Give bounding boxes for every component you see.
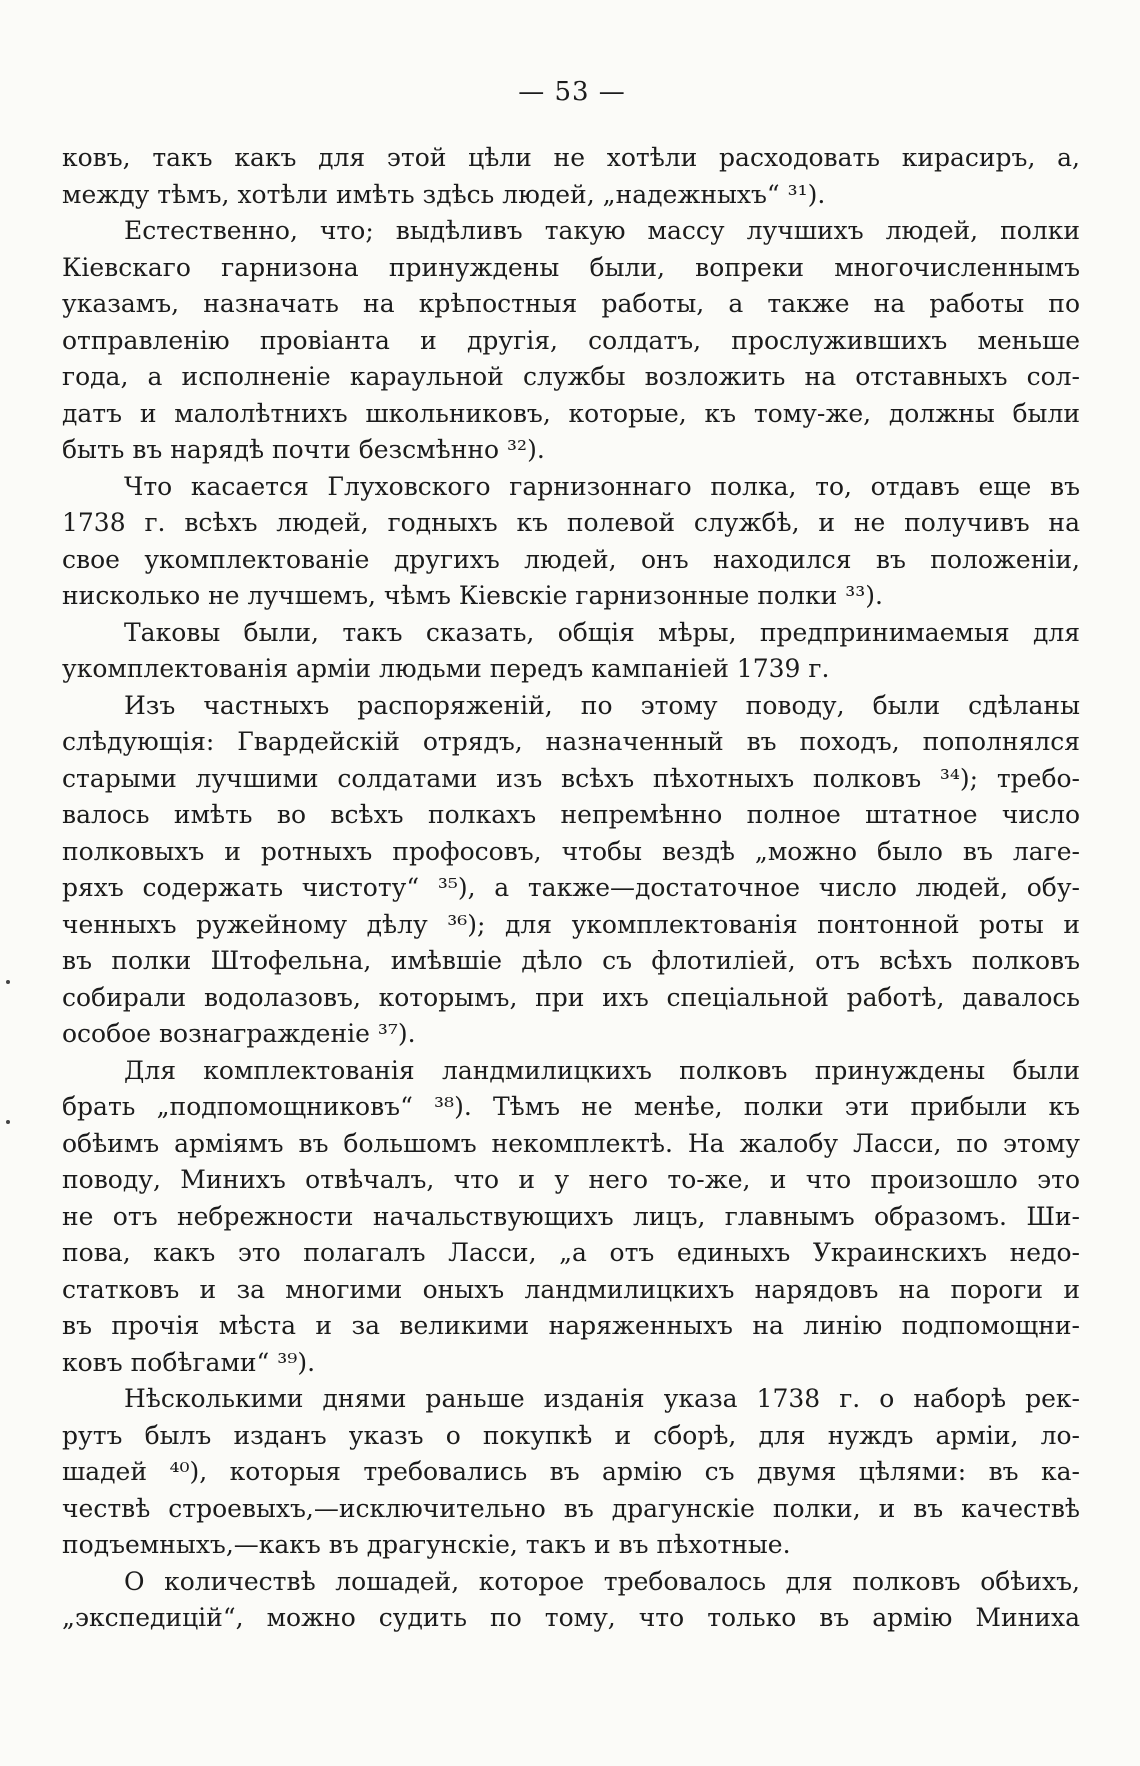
text-line: О количествѣ лошадей, которое требовалось для полковъ обѣихъ, <box>124 1566 1080 1596</box>
text-line: Таковы были, такъ сказать, общія мѣры, предпринимаемыя для <box>124 617 1080 647</box>
text-line: поводу, Минихъ отвѣчалъ, что и у него то-же, и что произошло это <box>62 1165 1080 1194</box>
text-line: брать „подпомощниковъ“ ³⁸). Тѣмъ не менѣе, полки эти прибыли къ <box>62 1092 1080 1121</box>
text-line: особое вознагражденіе ³⁷). <box>62 1019 416 1048</box>
text-line: ковъ побѣгами“ ³⁹). <box>62 1347 316 1377</box>
text-line: подъемныхъ,—какъ въ драгунскіе, такъ и въ пѣхотные. <box>62 1530 791 1559</box>
text-line: слѣдующія: Гвардейскій отрядъ, назначенный въ походъ, пополнялся <box>62 727 1080 756</box>
text-line: Естественно, что; выдѣливъ такую массу лучшихъ людей, полки <box>124 216 1080 245</box>
text-line: между тѣмъ, хотѣли имѣть здѣсь людей, „надежныхъ“ ³¹). <box>62 179 826 209</box>
text-line: валось имѣть во всѣхъ полкахъ непремѣнно полное штатное число <box>62 800 1080 829</box>
text-line: Кіевскаго гарнизона принуждены были, вопреки многочисленнымъ <box>62 252 1080 282</box>
text-line: ченныхъ ружейному дѣлу ³⁶); для укомплектованія понтонной роты и <box>62 909 1080 939</box>
text-line: отправленію провіанта и другія, солдатъ, прослужившихъ меньше <box>62 325 1080 355</box>
text-line: года, а исполненіе караульной службы возложить на отставныхъ сол- <box>62 362 1080 391</box>
text-line: нисколько не лучшемъ, чѣмъ Кіевскіе гарнизонные полки ³³). <box>62 581 883 610</box>
text-line: датъ и малолѣтнихъ школьниковъ, которые, къ тому-же, должны были <box>62 398 1080 428</box>
text-line: свое укомплектованіе другихъ людей, онъ находился въ положеніи, <box>62 544 1080 574</box>
text-line: статковъ и за многими оныхъ ландмилицкихъ нарядовъ на пороги и <box>62 1274 1080 1304</box>
text-line: ряхъ содержать чистоту“ ³⁵), а также—достаточное число людей, обу- <box>62 873 1080 902</box>
text-line: Что касается Глуховского гарнизоннаго полка, то, отдавъ еще въ <box>124 471 1080 501</box>
text-line: чествѣ строевыхъ,—исключительно въ драгунскіе полки, и въ качествѣ <box>62 1493 1080 1523</box>
text-line: Изъ частныхъ распоряженій, по этому поводу, были сдѣланы <box>124 690 1080 720</box>
text-line: укомплектованія арміи людьми передъ кампаніей 1739 г. <box>62 654 830 683</box>
text-line: пова, какъ это полагалъ Ласси, „а отъ единыхъ Украинскихъ недо- <box>62 1238 1080 1267</box>
text-line: быть въ нарядѣ почти безсмѣнно ³²). <box>62 435 545 464</box>
body-text <box>62 140 1080 1637</box>
text-line: рутъ былъ изданъ указъ о покупкѣ и сборѣ, для нуждъ арміи, ло- <box>62 1420 1080 1450</box>
text-line: ковъ, такъ какъ для этой цѣли не хотѣли расходовать кирасиръ, а, <box>62 143 1080 172</box>
page-number: — 53 — <box>518 77 626 107</box>
text-line: полковыхъ и ротныхъ профосовъ, чтобы вездѣ „можно было въ лаге- <box>62 836 1080 866</box>
text-line: 1738 г. всѣхъ людей, годныхъ къ полевой службѣ, и не получивъ на <box>62 508 1080 537</box>
text-line: въ прочія мѣста и за великими наряженныхъ на линію подпомощни- <box>62 1311 1080 1340</box>
text-line: обѣимъ арміямъ въ большомъ некомплектѣ. На жалобу Ласси, по этому <box>62 1128 1080 1158</box>
text-line: „экспедицій“, можно судить по тому, что только въ армію Миниха <box>62 1603 1080 1632</box>
text-line: не отъ небрежности начальствующихъ лицъ, главнымъ образомъ. Ши- <box>62 1201 1080 1231</box>
text-line: старыми лучшими солдатами изъ всѣхъ пѣхотныхъ полковъ ³⁴); требо- <box>62 763 1080 793</box>
text-line: Нѣсколькими днями раньше изданія указа 1738 г. о наборѣ рек- <box>124 1384 1080 1413</box>
margin-dot <box>6 980 10 984</box>
margin-dot <box>6 1120 10 1124</box>
text-line: указамъ, назначать на крѣпостныя работы, а также на работы по <box>62 289 1080 318</box>
text-line: въ полки Штофельна, имѣвшіе дѣло съ флотиліей, отъ всѣхъ полковъ <box>62 946 1080 975</box>
text-line: шадей ⁴⁰), которыя требовались въ армію съ двумя цѣлями: въ ка- <box>62 1457 1080 1486</box>
text-line: Для комплектованія ландмилицкихъ полковъ принуждены были <box>124 1055 1080 1085</box>
text-line: собирали водолазовъ, которымъ, при ихъ спеціальной работѣ, давалось <box>62 982 1080 1012</box>
